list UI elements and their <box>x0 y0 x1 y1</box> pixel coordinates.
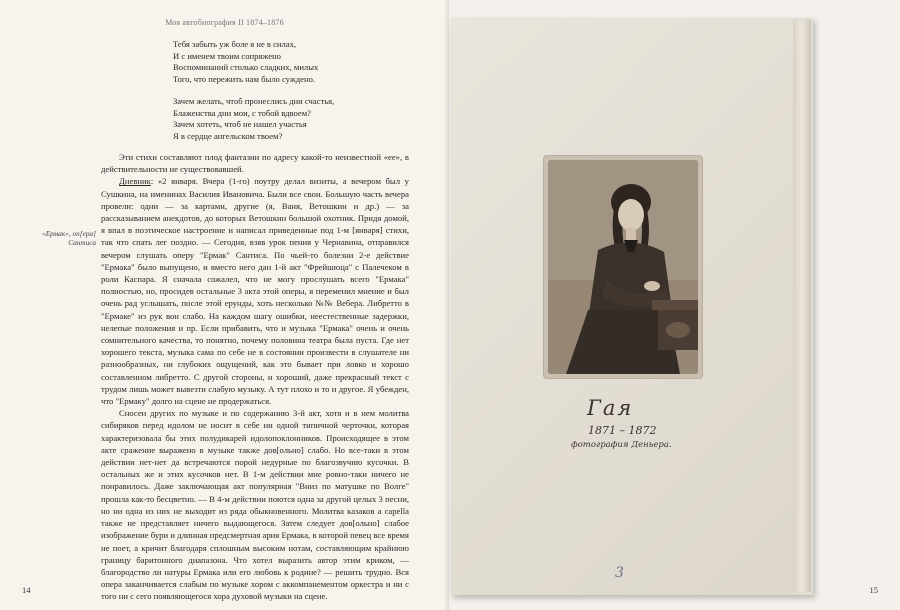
poem-line: Воспоминаний столько сладких, милых <box>173 62 319 73</box>
poem-stanza-2 <box>173 96 334 143</box>
poem-line: Я в сердце ангельском твоем? <box>173 130 283 141</box>
caption-years: 1871 – 1872 <box>588 424 657 437</box>
poem-stanza-1 <box>173 39 334 86</box>
intro-paragraph: Эти стихи составляют плод фантазии по адресу какой-то неизвестной «ее», в действительности не существовавшей. <box>101 152 409 175</box>
diary-label: Дневник <box>119 176 151 187</box>
third-paragraph: Сносен других по музыке и по содержанию 3-й акт, хотя и в нем молитва сибиряков перед идолом не носит в себе ни одной типичной черточки, которая характеризовала бы этих полудикарей идолопоклонников. Происходящее в этом акте сражение выражено в музыке также дов[ольно] слабо. Но все-таки в этом действии нет-нет да встречаются порой недурные по благозвучию кусочки. В остальных же и этих кусочков нет. В 1-м действии мне ровно-таки ничего не понравилось. Даже заключающая акт популярная "Вниз по матушке по Волге" прошла как-то бесцветно. — В 4-м действии поются одна за другой целых 3 песни, но ни одна из них не выходит из ряда обыкновенного. Молитва казаков a capella также не представляет ничего выдающегося. Затем следует дов[ольно] слабое изображение бури и длинная предсмертная ария Ермака, в которой певец все время не поет, а кричит благодаря сплошным высоким нотам, составляющим крайнюю границу баритонного диапазона. Что хотел выразить автор этим криком, — благородство ли натуры Ермака или его любовь к родине? — решить трудно. Вся опера заканчивается слабым по музыке хором с аккомпанементом оркестра и ни с того ни с сего появляющегося хора духовой музыки на сцене. <box>101 408 409 602</box>
poem-line: Зачем желать, чтоб пронеслись дни счастья, <box>173 95 335 106</box>
portrait-image <box>548 160 698 374</box>
margin-note: «Ермак», оп[ера] Сантиса <box>42 229 96 247</box>
page-mark: 3 <box>615 565 624 581</box>
poem-line: И с именем твоим сопряжено <box>173 50 281 61</box>
caption-studio: фотография Деньера. <box>571 440 672 450</box>
left-page <box>0 0 449 610</box>
diary-text: : «2 января. Вчера (1-го) поутру делал визиты, а вечером был у Сушкина, на именинах Василия Ивановича. Были все свои. Большую часть вечера провели: одни — за картами, другие (я, Ваня, Ветошкин и др.) — за рассказыванием анекдотов, до которых Ветошкин большой охотник. Придя домой, я впал в поэтическое настроение и написал приведенные под 1-м [января] стихи, так что спать лег поздно. — Сегодня, взяв урок пения у Чернавина, отправился вечером слушать оперу "Ермак" Сантиса. По чьей-то болезни 2-е действие "Ермака" было выпущено, и вместо него дан 1-й акт "Фрейшюца" с Палечеком в роли Каспара. Я сначала сожалел, что не могу прослушать всего "Ермака" полностью, но, просидев остальные 3 акта этой оперы, я переменил мнение и был очень рад услышать, после этой ерунды, хоть несколько №№ Вебера. Либретто в "Ермаке" из рук вон слабо. На каждом шагу ошибки, неестественные задержки, нелепые положения и пр. Если прибавить, что и музыка "Ермака" очень и очень сомнительного качества, то понятно, почему половина театра была пуста. Где нет хорошего текста, музыка сама по себе не в состоянии произвести в слушателе ни разнообразных, ни глубоких ощущений, как это бывает при ловко и хорошо составленном либретто. С другой стороны, и хороший, даже прекрасный текст с трудом лишь может вывезти слабую музыку. А тут плохо и то и другое. Я убежден, что "Ермаку" долго на сцене не продержаться. <box>101 176 409 407</box>
page-number-right: 15 <box>869 585 878 595</box>
poem-line: Блаженства дни мои, с тобой вдвоем? <box>173 107 311 118</box>
poem-line: Того, что пережить нам было суждено. <box>173 74 316 85</box>
caption-name: Гая <box>587 396 634 420</box>
album-page-edge <box>793 20 811 592</box>
body-text <box>101 151 409 603</box>
diary-paragraph <box>101 175 409 407</box>
poem-line: Зачем хотеть, чтоб не нашел участья <box>173 119 307 130</box>
poem <box>173 39 334 153</box>
portrait-photo <box>544 156 702 378</box>
running-head: Моя автобиография II 1874–1876 <box>165 18 284 27</box>
portrait-figure <box>548 160 698 374</box>
page-number-left: 14 <box>22 585 31 595</box>
poem-line: Тебя забыть уж боле я не в силах, <box>173 39 297 49</box>
